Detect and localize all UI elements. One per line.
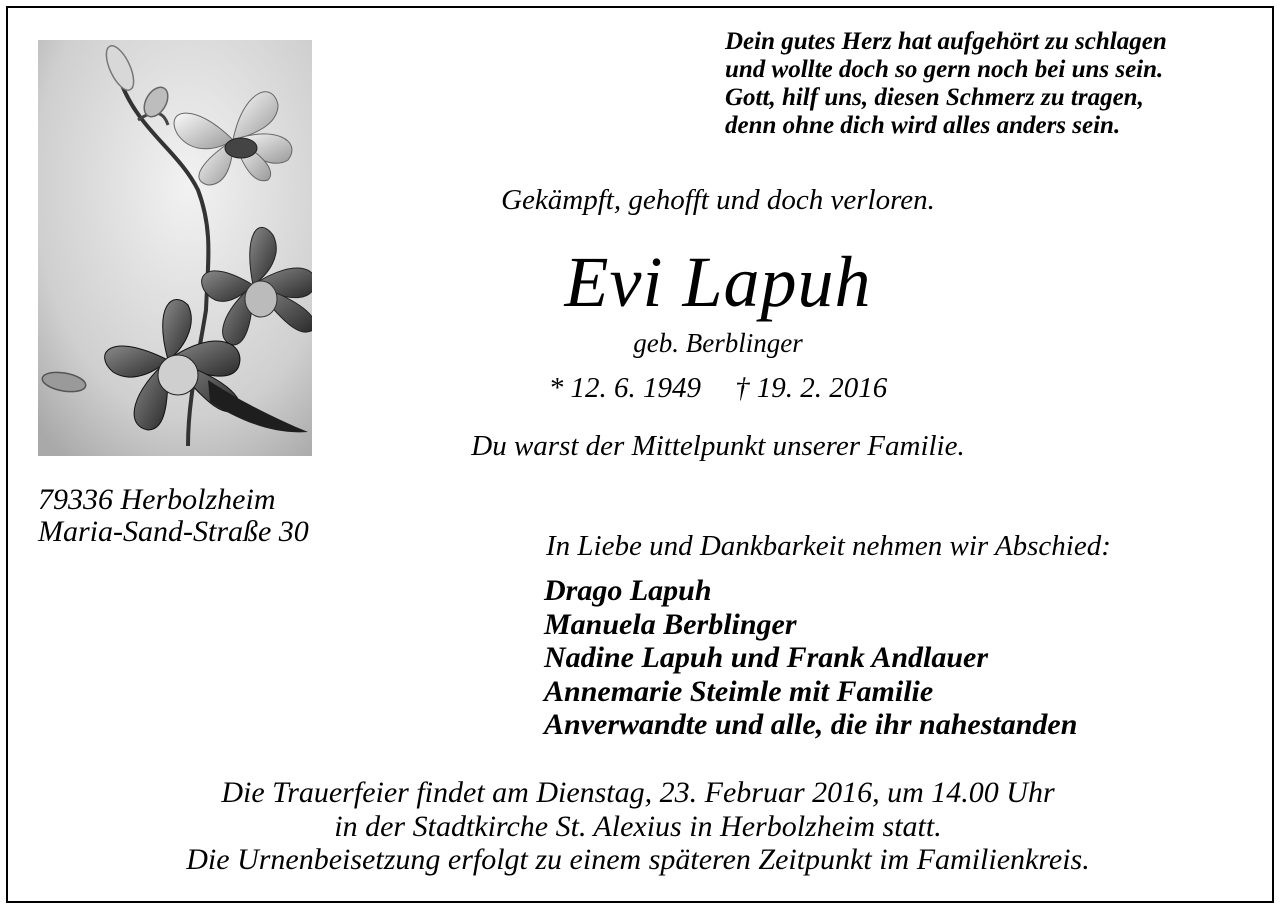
motto: Gekämpft, gehofft und doch verloren. bbox=[501, 184, 935, 216]
mourners-list bbox=[544, 574, 1077, 742]
mourner: Manuela Berblinger bbox=[544, 607, 797, 641]
life-dates bbox=[508, 372, 928, 405]
mourner: Annemarie Steimle mit Familie bbox=[544, 674, 934, 708]
verse bbox=[725, 28, 1265, 140]
address-line: 79336 Herbolzheim bbox=[38, 483, 276, 516]
ceremony-line: Die Trauerfeier findet am Dienstag, 23. Februar 2016, um 14.00 Uhr bbox=[221, 776, 1055, 809]
verse-line: Gott, hilf uns, diesen Schmerz zu tragen, bbox=[725, 84, 1144, 111]
family-tribute: Du warst der Mittelpunkt unserer Familie. bbox=[471, 430, 965, 462]
obituary-notice bbox=[6, 6, 1274, 903]
verse-line: denn ohne dich wird alles anders sein. bbox=[725, 112, 1121, 139]
ceremony-info bbox=[108, 776, 1168, 877]
ceremony-line: Die Urnenbeisetzung erfolgt zu einem späteren Zeitpunkt im Familienkreis. bbox=[186, 843, 1090, 876]
address bbox=[38, 484, 309, 548]
deceased-name: Evi Lapuh bbox=[564, 242, 872, 322]
mourner: Anverwandte und alle, die ihr nahestanden bbox=[544, 708, 1078, 741]
mourner: Drago Lapuh bbox=[544, 574, 712, 607]
farewell-line: In Liebe und Dankbarkeit nehmen wir Abschied: bbox=[546, 530, 1111, 562]
mourner: Nadine Lapuh und Frank Andlauer bbox=[544, 641, 989, 674]
maiden-name: geb. Berblinger bbox=[633, 328, 803, 358]
orchid-photo bbox=[38, 40, 312, 456]
death-date: † 19. 2. 2016 bbox=[735, 372, 888, 404]
verse-line: Dein gutes Herz hat aufgehört zu schlagen bbox=[725, 28, 1167, 55]
ceremony-line: in der Stadtkirche St. Alexius in Herbolzheim statt. bbox=[334, 809, 942, 843]
address-line: Maria-Sand-Straße 30 bbox=[38, 515, 309, 548]
verse-line: und wollte doch so gern noch bei uns sein. bbox=[725, 56, 1164, 83]
birth-date: * 12. 6. 1949 bbox=[548, 372, 701, 404]
orchid-image bbox=[38, 40, 312, 456]
